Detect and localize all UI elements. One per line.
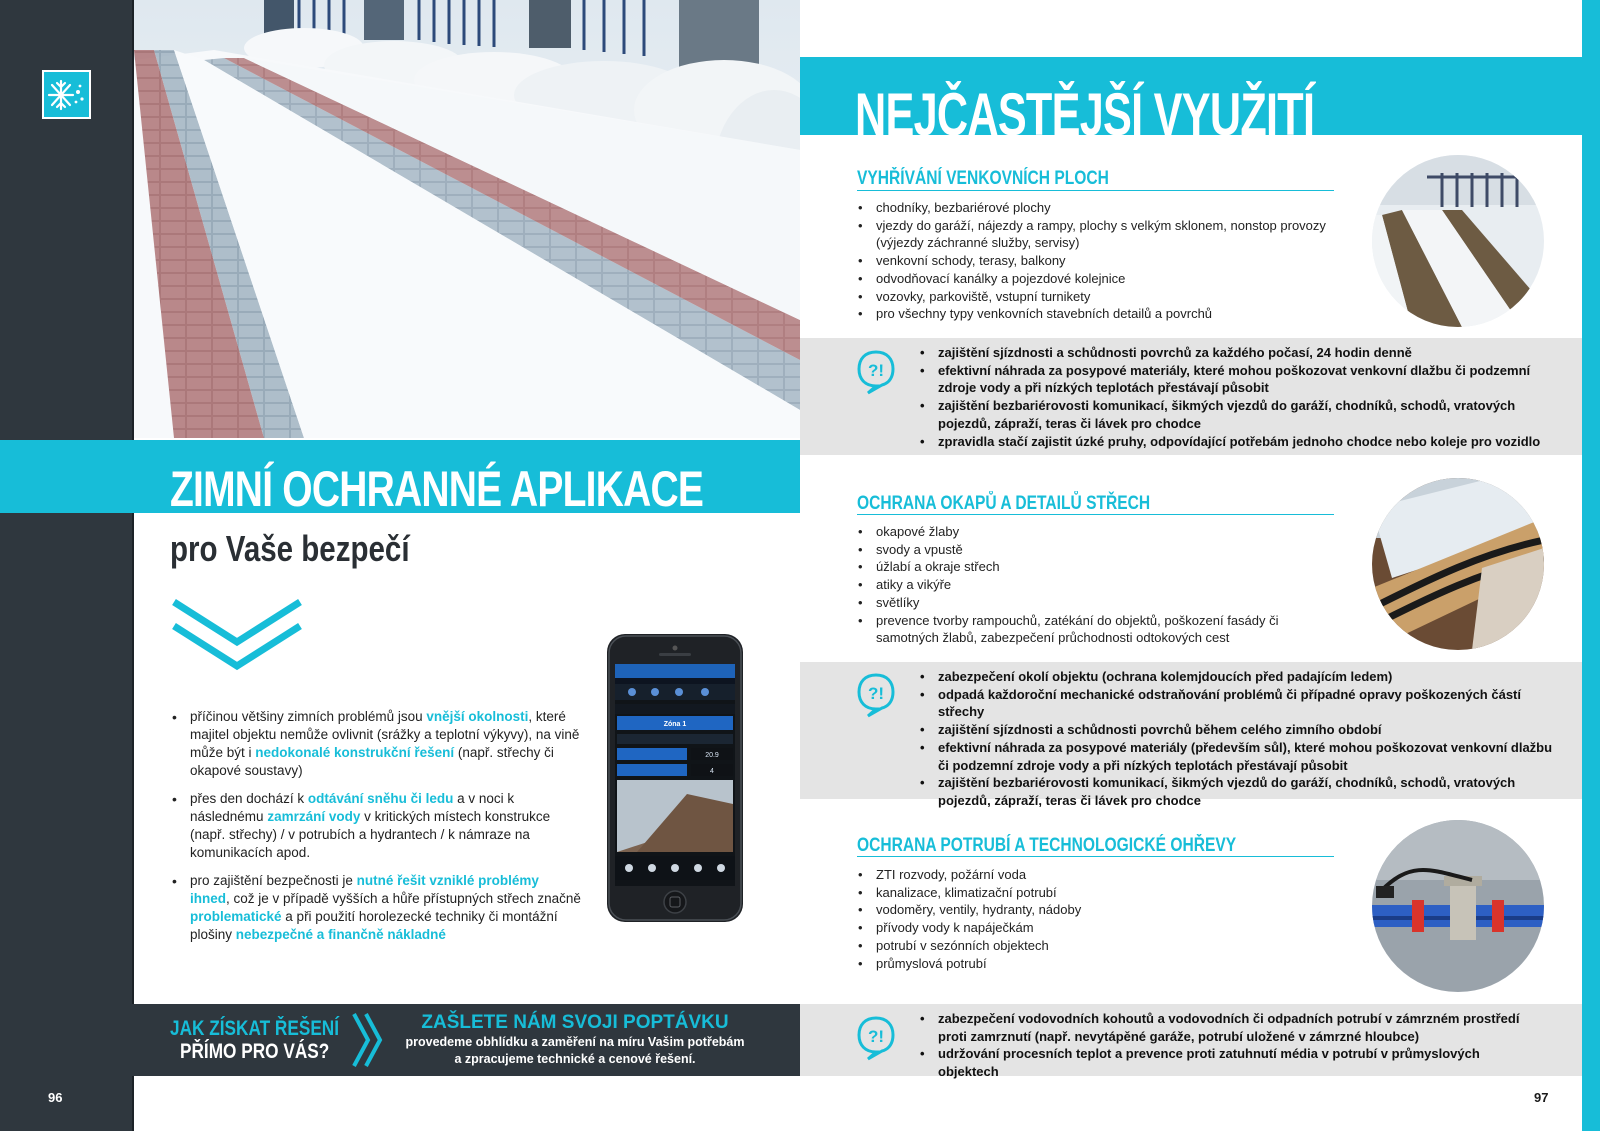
sidebar-accent-band (0, 440, 132, 513)
list-item: • zajištění bezbariérovosti komunikací, šikmých vjezdů do garáží, chodníků, schodů, vratových pojezdů, zápraží, teras či lávek pro chodce (920, 397, 1560, 432)
page-subtitle: pro Vaše bezpečí (170, 528, 410, 569)
highlight-text: nedokonalé konstrukční řešení (255, 745, 455, 760)
list-item: • potrubí v sezónních objektech (858, 937, 1338, 955)
list-item: • zajištění sjízdnosti a schůdnosti povrchů za každého počasí, 24 hodin denně (920, 344, 1560, 362)
highlight-text: nutné řešit vzniklé problémy ihned (190, 873, 539, 906)
benefits-list (920, 668, 1560, 810)
list-item: • udržování procesních teplot a prevence proti zatuhnutí média v potrubí v průmyslových objektech (920, 1045, 1540, 1080)
howto-heading-line1: JAK ZÍSKAT ŘEŠENÍ (170, 1017, 340, 1040)
list-item: • venkovní schody, terasy, balkony (858, 252, 1338, 270)
list-item: • úžlabí a okraje střech (858, 558, 1338, 576)
list-item: • průmyslová potrubí (858, 955, 1338, 973)
heated-walkway-photo (1372, 155, 1544, 327)
list-item: • vozovky, parkoviště, vstupní turnikety (858, 288, 1338, 306)
problem-item (172, 708, 582, 780)
body-text: , což je v případě vyšších a hůře přístupných střech značně (226, 891, 581, 906)
section-rule (857, 514, 1334, 515)
body-text: pro zajištění bezpečnosti je (190, 873, 357, 888)
benefits-list (920, 1010, 1540, 1081)
body-text: , které majitel objektu nemůže ovlivnit (srážky a teplotní výkyvy), na vině může být i (190, 709, 580, 760)
list-item: • ZTI rozvody, požární voda (858, 866, 1338, 884)
application-list (858, 199, 1338, 323)
value-readout-2: 4 (710, 768, 714, 775)
heated-pipe-photo (1372, 820, 1544, 992)
smartphone-app-mockup (607, 634, 743, 922)
list-item: • pro všechny typy venkovních stavebních detailů a povrchů (858, 305, 1338, 323)
page-number-left: 96 (48, 1090, 63, 1105)
list-item: • efektivní náhrada za posypové materiály (především sůl), které mohou poškozovat venkovní dlažbu či podzemní zdroje vody a při nízkých teplotách přestávají působit (920, 739, 1560, 774)
problem-item (172, 872, 582, 944)
highlight-text: vnější okolnosti (426, 709, 529, 724)
highlight-text: nebezpečné a finančně nákladné (235, 927, 446, 942)
page-number-right: 97 (1534, 1090, 1549, 1105)
problem-item (172, 790, 582, 862)
body-text: přes den dochází k (190, 791, 308, 806)
snowflake-sun-icon (42, 70, 91, 119)
benefits-list (920, 344, 1560, 450)
cta-title: ZAŠLETE NÁM SVOJI POPTÁVKU (421, 1012, 729, 1033)
list-item: • prevence tvorby rampouchů, zatékání do objektů, poškození fasády či samotných žlabů, zabezpečení průchodnosti odtokových cest (858, 612, 1338, 647)
highlight-text: odtávání sněhu či ledu (307, 791, 454, 806)
list-item: • zajištění bezbariérovosti komunikací, šikmých vjezdů do garáží, chodníků, schodů, vratových pojezdů, zápraží, teras či lávek pro chodce (920, 774, 1560, 809)
list-item: • efektivní náhrada za posypové materiály, které mohou poškozovat venkovní dlažbu či podzemní zdroje vody a při nízkých teplotách přestávají působit (920, 362, 1560, 397)
question-exclamation-icon (856, 1015, 896, 1061)
section-heading: VYHŘÍVÁNÍ VENKOVNÍCH PLOCH (857, 168, 1109, 189)
heated-gutter-photo (1372, 478, 1544, 650)
list-item: • odvodňovací kanálky a pojezdové kolejnice (858, 270, 1338, 288)
list-item: • okapové žlaby (858, 523, 1338, 541)
section-heading: OCHRANA POTRUBÍ A TECHNOLOGICKÉ OHŘEVY (857, 835, 1237, 856)
application-list (858, 866, 1338, 972)
list-item: • kanalizace, klimatizační potrubí (858, 884, 1338, 902)
svg-text:?!: ?! (867, 1027, 885, 1046)
howto-heading-line2: PŘÍMO PRO VÁS? (180, 1040, 330, 1063)
chevron-down-icon (170, 598, 304, 678)
list-item: • přívody vody k napáječkám (858, 919, 1338, 937)
snowy-sidewalk-photo (134, 0, 800, 438)
svg-text:?!: ?! (867, 361, 885, 380)
list-item: • zabezpečení vodovodních kohoutů a vodovodních či odpadních potrubí v zámrzném prostředí proti zamrznutí (např. nevytápěné garáže, potrubí uložené v zámrzné hloubce) (920, 1010, 1540, 1045)
cta-text-line1: provedeme obhlídku a zaměření na míru Vašim potřebám (405, 1035, 745, 1049)
list-item: • zpravidla stačí zajistit úzké pruhy, odpovídající potřebám jednoho chodce nebo koleje pro vozidlo (920, 433, 1560, 451)
body-text: v kritických místech konstrukce (např. střechy) / v potrubích a hydrantech / k námraze na komunikacích apod. (190, 809, 551, 860)
section-rule (857, 190, 1334, 191)
list-item: • vodoměry, ventily, hydranty, nádoby (858, 901, 1338, 919)
list-item: • svody a vpustě (858, 541, 1338, 559)
double-chevron-right-icon (350, 1010, 386, 1070)
problem-list (172, 708, 582, 954)
list-item: • zajištění sjízdnosti a schůdnosti povrchů během celého zimního období (920, 721, 1560, 739)
list-item: • vjezdy do garáží, nájezdy a rampy, plochy s velkým sklonem, nonstop provozy (výjezdy záchranné služby, servisy) (858, 217, 1338, 252)
list-item: • zabezpečení okolí objektu (ochrana kolemjdoucích před padajícím ledem) (920, 668, 1560, 686)
body-text: příčinou většiny zimních problémů jsou (190, 709, 427, 724)
value-readout-1: 20.9 (705, 752, 719, 759)
left-sidebar (0, 0, 132, 1131)
body-text: a při použití horolezecké techniky či montážní plošiny (190, 909, 558, 942)
question-exclamation-icon (856, 349, 896, 395)
list-item: • světlíky (858, 594, 1338, 612)
list-item: • atiky a vikýře (858, 576, 1338, 594)
section-heading: OCHRANA OKAPŮ A DETAILŮ STŘECH (857, 493, 1151, 514)
highlight-text: problematické (190, 909, 282, 924)
body-text: (např. střechy či okapové soustavy) (190, 745, 554, 778)
highlight-text: zamrzání vody (267, 809, 361, 824)
zone-label: Zóna 1 (663, 721, 687, 728)
body-text: a v noci k následnému (190, 791, 515, 824)
page-title: ZIMNÍ OCHRANNÉ APLIKACE (170, 461, 704, 517)
right-page-title: NEJČASTĚJŠÍ VYUŽITÍ (855, 81, 1315, 148)
section-rule (857, 856, 1334, 857)
svg-text:?!: ?! (867, 684, 885, 703)
list-item: • odpadá každoroční mechanické odstraňování problémů či případné opravy poškozených částí střechy (920, 686, 1560, 721)
right-edge-stripe (1582, 0, 1600, 1131)
cta-text-line2: a zpracujeme technické a cenové řešení. (454, 1052, 696, 1066)
question-exclamation-icon (856, 672, 896, 718)
list-item: • chodníky, bezbariérové plochy (858, 199, 1338, 217)
application-list (858, 523, 1338, 647)
